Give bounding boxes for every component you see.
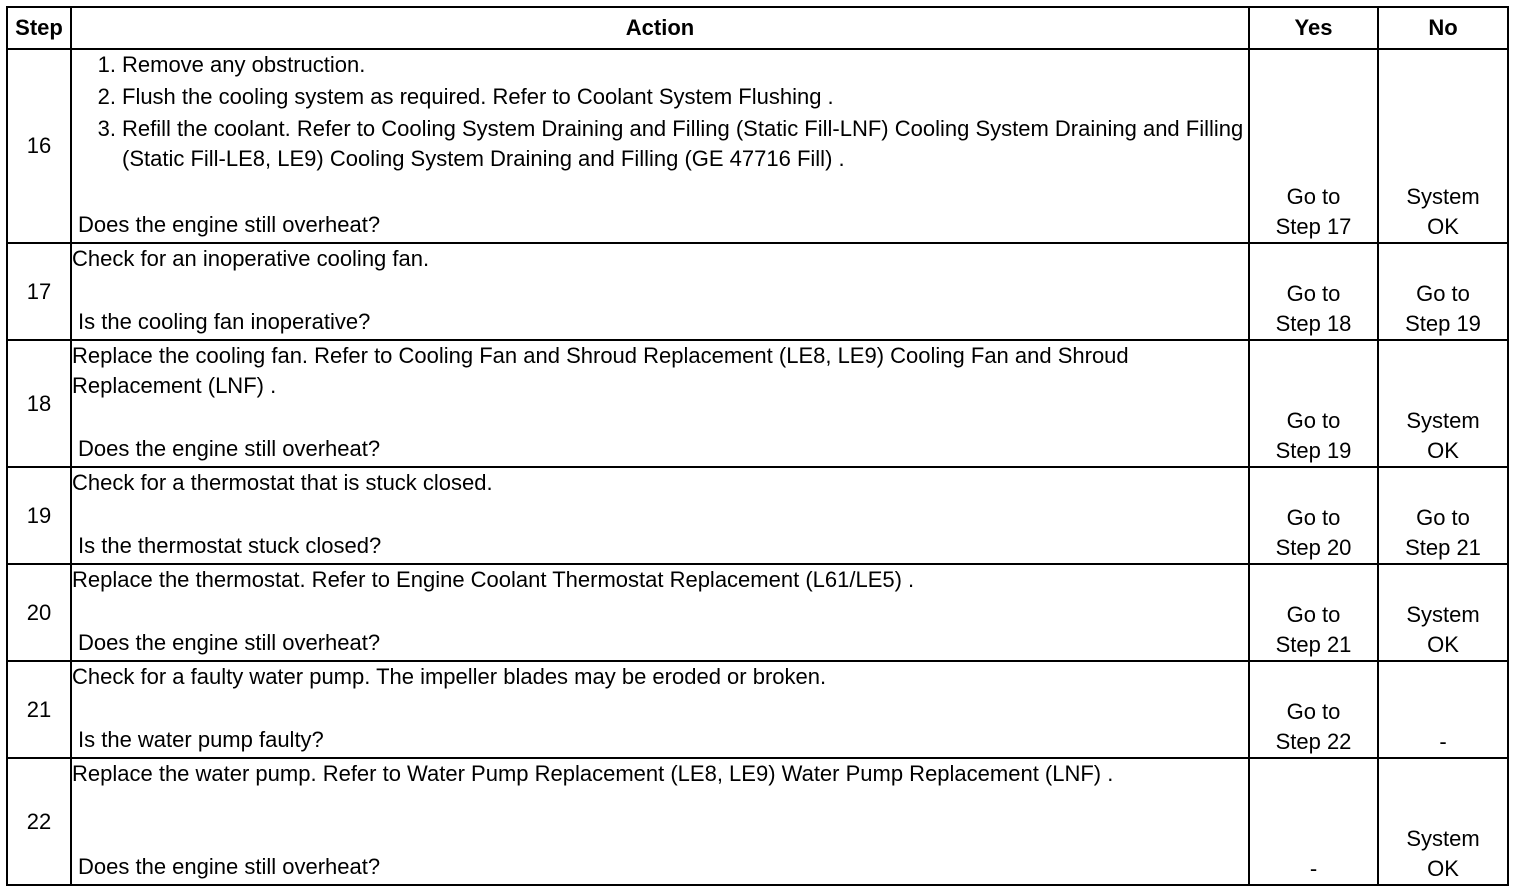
yes-line-2: Step 20	[1275, 535, 1352, 560]
action-instruction: Replace the thermostat. Refer to Engine Coolant Thermostat Replacement (L61/LE5) .	[72, 567, 915, 592]
no-result	[1378, 661, 1508, 758]
yes-result	[1249, 467, 1378, 564]
no-line-1: Go to	[1416, 505, 1470, 530]
no-result	[1378, 467, 1508, 564]
action-question: Is the cooling fan inoperative?	[78, 309, 371, 334]
action-question: Does the engine still overheat?	[78, 854, 381, 879]
list-item	[97, 114, 1248, 174]
yes-line-2: Step 17	[1275, 214, 1352, 239]
no-result	[1378, 340, 1508, 467]
no-line-1: Go to	[1416, 281, 1470, 306]
table-row	[7, 564, 1508, 661]
yes-line-2: Step 22	[1275, 729, 1352, 754]
action-question: Is the thermostat stuck closed?	[78, 533, 382, 558]
step-number: 21	[7, 661, 71, 758]
no-line-2: OK	[1427, 632, 1459, 657]
diagnostic-table	[6, 6, 1509, 886]
action-cell	[71, 49, 1249, 243]
yes-line-1: Go to	[1286, 505, 1341, 530]
header-yes: Yes	[1249, 7, 1378, 49]
no-result	[1378, 564, 1508, 661]
header-row	[7, 7, 1508, 49]
no-line-2: OK	[1427, 856, 1459, 881]
action-question: Does the engine still overheat?	[78, 436, 381, 461]
action-instruction: Replace the cooling fan. Refer to Cooling Fan and Shroud Replacement (LE8, LE9) Cooling Fan and Shroud Replacement (LNF) .	[72, 343, 1129, 398]
no-result	[1378, 243, 1508, 340]
header-action: Action	[71, 7, 1249, 49]
table-row	[7, 340, 1508, 467]
action-cell	[71, 243, 1249, 340]
action-list	[72, 50, 1248, 174]
header-no: No	[1378, 7, 1508, 49]
table-row	[7, 758, 1508, 885]
step-number: 18	[7, 340, 71, 467]
list-number: 1.	[97, 52, 116, 77]
yes-result	[1249, 49, 1378, 243]
no-line-1: System	[1406, 826, 1480, 851]
table-row	[7, 243, 1508, 340]
step-number: 17	[7, 243, 71, 340]
yes-result	[1249, 564, 1378, 661]
list-item	[97, 50, 1248, 80]
step-number: 22	[7, 758, 71, 885]
yes-line-1: Go to	[1286, 602, 1341, 627]
action-question: Does the engine still overheat?	[78, 212, 381, 237]
action-cell	[71, 564, 1249, 661]
action-cell	[71, 758, 1249, 885]
no-line-2: OK	[1427, 214, 1459, 239]
action-instruction: Check for an inoperative cooling fan.	[72, 246, 430, 271]
yes-result	[1249, 758, 1378, 885]
yes-line-1: Go to	[1286, 184, 1341, 209]
action-question: Is the water pump faulty?	[78, 727, 324, 752]
step-number: 20	[7, 564, 71, 661]
yes-line-2: Step 19	[1275, 438, 1352, 463]
no-line-2: OK	[1427, 438, 1459, 463]
action-instruction: Check for a faulty water pump. The impeller blades may be eroded or broken.	[72, 664, 827, 689]
step-number: 16	[7, 49, 71, 243]
list-number: 3.	[97, 116, 116, 141]
yes-result	[1249, 243, 1378, 340]
table-row	[7, 661, 1508, 758]
action-cell	[71, 467, 1249, 564]
no-line-1: System	[1406, 408, 1480, 433]
list-text: Flush the cooling system as required. Refer to Coolant System Flushing .	[122, 84, 834, 109]
list-item	[97, 82, 1248, 112]
yes-result	[1249, 661, 1378, 758]
header-step: Step	[7, 7, 71, 49]
no-line-2: Step 21	[1405, 535, 1481, 560]
step-number: 19	[7, 467, 71, 564]
action-cell	[71, 340, 1249, 467]
table-row	[7, 467, 1508, 564]
list-text: Refill the coolant. Refer to Cooling System Draining and Filling (Static Fill-LNF) Cooling System Draining and Filling (Static Fill-LE8, LE9) Cooling System Draining and Filling (GE 47716 Fill) .	[122, 116, 1244, 171]
yes-line-1: Go to	[1286, 699, 1341, 724]
list-number: 2.	[97, 84, 116, 109]
yes-result	[1249, 340, 1378, 467]
yes-line-2: Step 21	[1275, 632, 1352, 657]
yes-line-1: Go to	[1286, 408, 1341, 433]
list-text: Remove any obstruction.	[122, 52, 366, 77]
action-question: Does the engine still overheat?	[78, 630, 381, 655]
no-result	[1378, 49, 1508, 243]
action-cell	[71, 661, 1249, 758]
action-instruction: Check for a thermostat that is stuck closed.	[72, 470, 493, 495]
yes-line-2: Step 18	[1275, 311, 1352, 336]
no-line-1: System	[1406, 602, 1480, 627]
no-line-2: Step 19	[1405, 311, 1481, 336]
no-result	[1378, 758, 1508, 885]
no-line-1: -	[1439, 729, 1447, 754]
table-row	[7, 49, 1508, 243]
no-line-1: System	[1406, 184, 1480, 209]
action-instruction: Replace the water pump. Refer to Water Pump Replacement (LE8, LE9) Water Pump Replacement (LNF) .	[72, 761, 1114, 786]
yes-line-1: -	[1309, 856, 1318, 881]
yes-line-1: Go to	[1286, 281, 1341, 306]
